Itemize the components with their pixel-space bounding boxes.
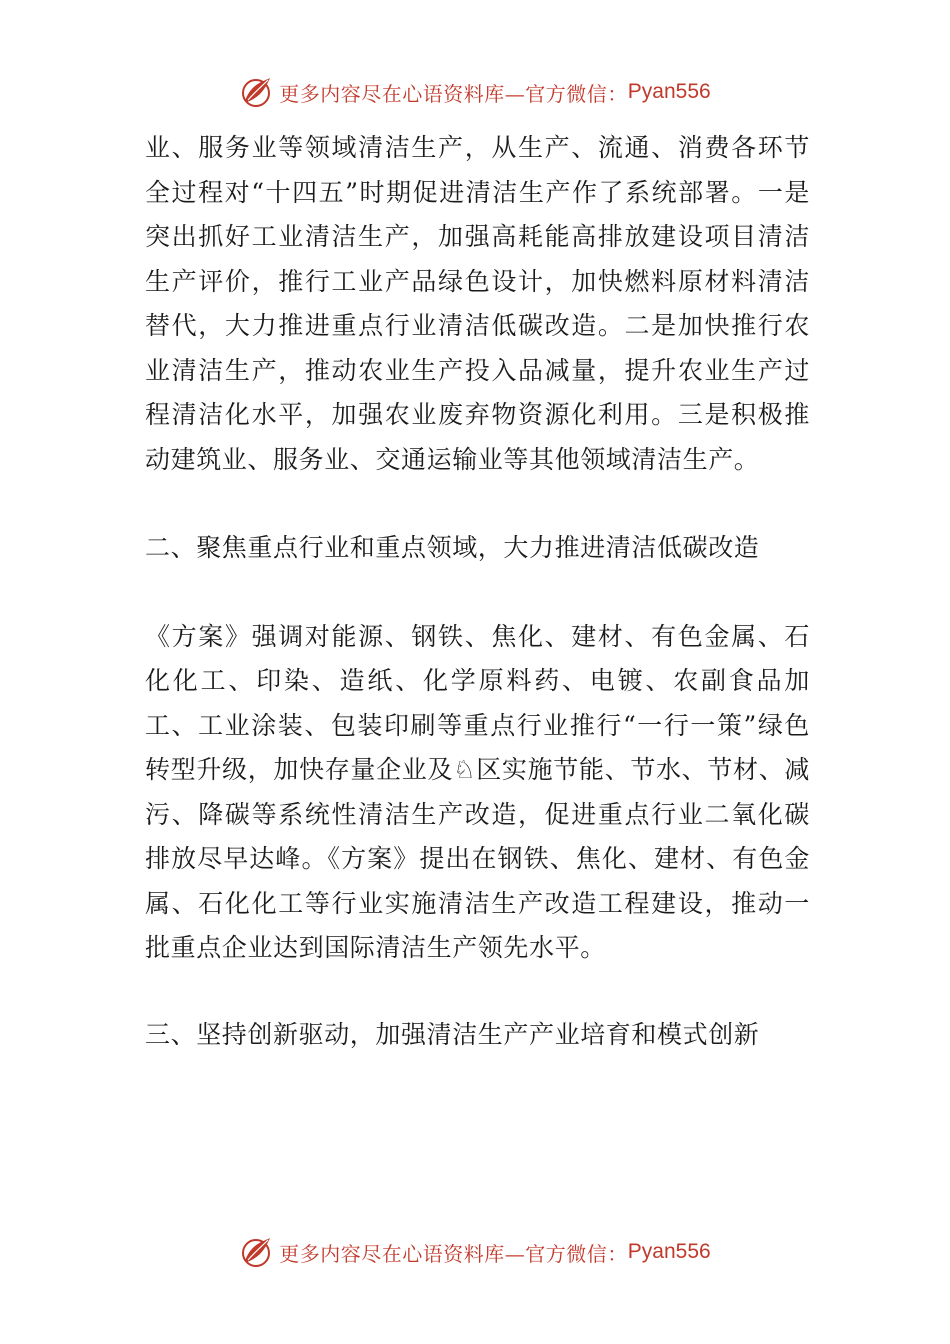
footer-watermark [0,1232,950,1272]
paragraph-2: 《方案》强调对能源、钢铁、焦化、建材、有色金属、石化化工、印染、造纸、化学原料药、电镀、农副食品加工、工业涂装、包装印刷等重点行业推行“一行一策”绿色转型升级，加快存量企业及♘区实施节能、节水、节材、减污、降碳等系统性清洁生产改造，促进重点行业二氧化碳排放尽早达峰。《方案》提出在钢铁、焦化、建材、有色金属、石化化工等行业实施清洁生产改造工程建设，推动一批重点企业达到国际清洁生产领先水平。 [145,621,810,962]
header-watermark [0,72,950,112]
section-heading-2: 二、聚焦重点行业和重点领域，大力推进清洁低碳改造 [145,533,760,562]
watermark-text: 更多内容尽在心语资料库—官方微信： [279,1241,628,1266]
section-heading-3: 三、坚持创新驱动，加强清洁生产产业培育和模式创新 [145,1019,760,1049]
watermark-wechat-id: Pyan556 [627,80,711,103]
watermark-wechat-id: Pyan556 [627,1240,711,1263]
watermark-text: 更多内容尽在心语资料库—官方微信： [279,81,628,106]
leaf-logo-icon [239,75,273,109]
document-body [145,126,810,1057]
paragraph-1: 业、服务业等领域清洁生产，从生产、流通、消费各环节全过程对“十四五”时期促进清洁生产作了系统部署。一是突出抓好工业清洁生产，加强高耗能高排放建设项目清洁生产评价，推行工业产品绿色设计，加快燃料原材料清洁替代，大力推进重点行业清洁低碳改造。二是加快推行农业清洁生产，推动农业生产投入品减量，提升农业生产过程清洁化水平，加强农业废弃物资源化利用。三是积极推动建筑业、服务业、交通运输业等其他领域清洁生产。 [145,133,810,474]
leaf-logo-icon [239,1235,273,1269]
